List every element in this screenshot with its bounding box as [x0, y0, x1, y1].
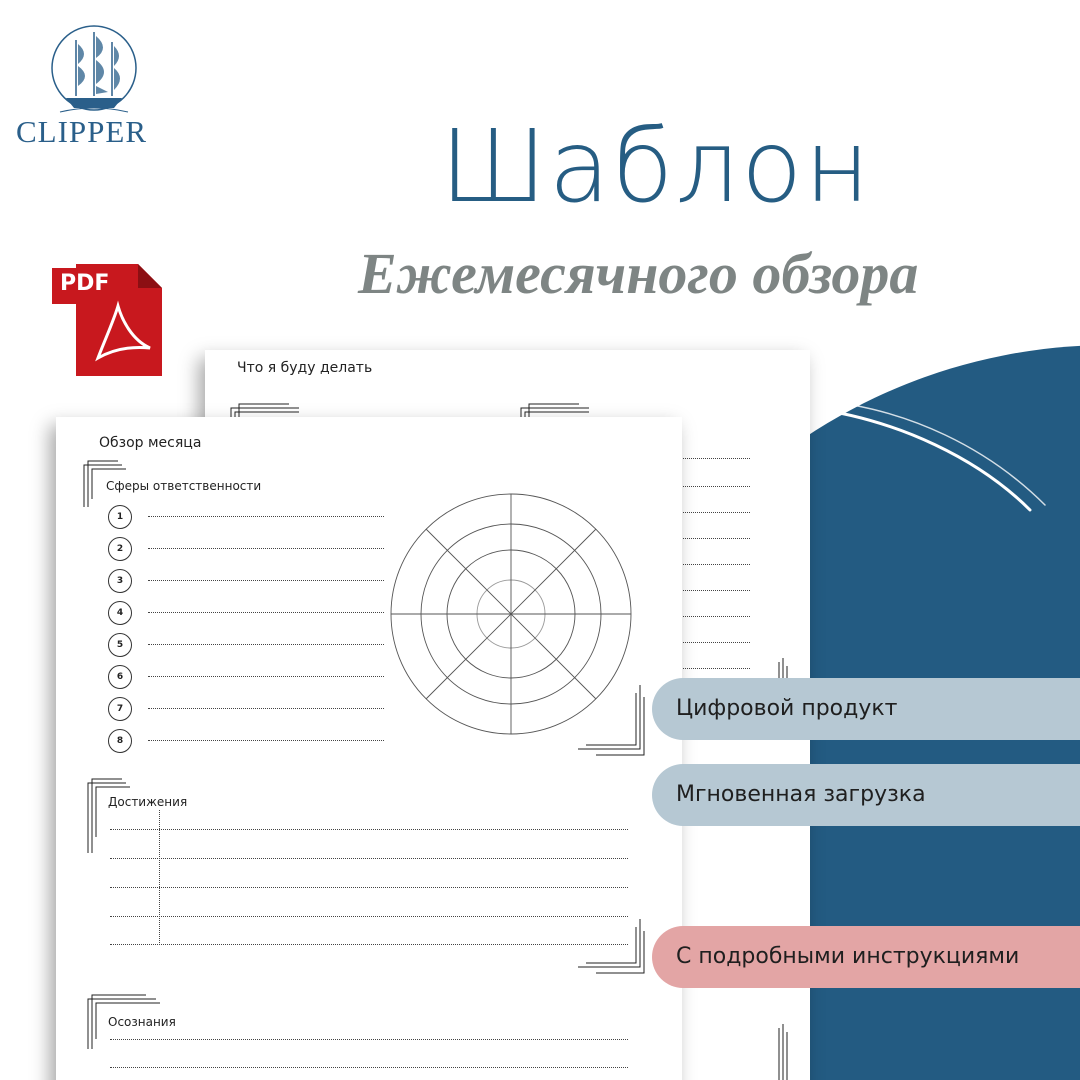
dotted-writing-line [110, 1039, 628, 1040]
clipper-logo [14, 20, 174, 150]
area-number: 7 [108, 697, 132, 721]
badge-detailed-instructions: С подробными инструкциями [652, 926, 1080, 988]
dotted-writing-line [110, 944, 628, 945]
front-page-heading: Обзор месяца [99, 435, 202, 451]
dotted-writing-line [110, 858, 628, 859]
responsibilities-label: Сферы ответственности [106, 479, 262, 493]
page-subtitle: Ежемесячного обзора [358, 241, 919, 306]
corner-ornament [86, 777, 136, 857]
corner-ornament [765, 1022, 789, 1080]
area-number: 6 [108, 665, 132, 689]
area-number: 8 [108, 729, 132, 753]
page-title: Шаблон [440, 108, 872, 225]
dotted-writing-line [110, 829, 628, 830]
dotted-writing-line [148, 580, 384, 581]
area-number: 3 [108, 569, 132, 593]
pdf-label: PDF [60, 271, 110, 296]
sailing-ship-icon [14, 20, 174, 120]
achievements-label: Достижения [108, 795, 188, 809]
dotted-writing-line [148, 516, 384, 517]
area-number: 2 [108, 537, 132, 561]
area-number: 4 [108, 601, 132, 625]
dotted-writing-line [110, 887, 628, 888]
corner-ornament [576, 917, 646, 977]
area-number: 5 [108, 633, 132, 657]
corner-ornament [576, 683, 646, 763]
pdf-file-icon [52, 262, 164, 378]
insights-label: Осознания [108, 1015, 176, 1029]
dotted-writing-line [110, 1067, 628, 1068]
front-worksheet-page [56, 417, 682, 1080]
badge-digital-product: Цифровой продукт [652, 678, 1080, 740]
back-page-heading: Что я буду делать [237, 360, 373, 376]
dotted-writing-line [110, 916, 628, 917]
dotted-writing-line [148, 612, 384, 613]
dotted-writing-line [148, 708, 384, 709]
dotted-writing-line [148, 548, 384, 549]
dotted-writing-line [148, 676, 384, 677]
brand-wordmark: CLIPPER [16, 114, 148, 149]
dotted-writing-line [148, 644, 384, 645]
achievements-divider [159, 810, 160, 945]
badge-instant-download: Мгновенная загрузка [652, 764, 1080, 826]
dotted-writing-line [148, 740, 384, 741]
area-number: 1 [108, 505, 132, 529]
